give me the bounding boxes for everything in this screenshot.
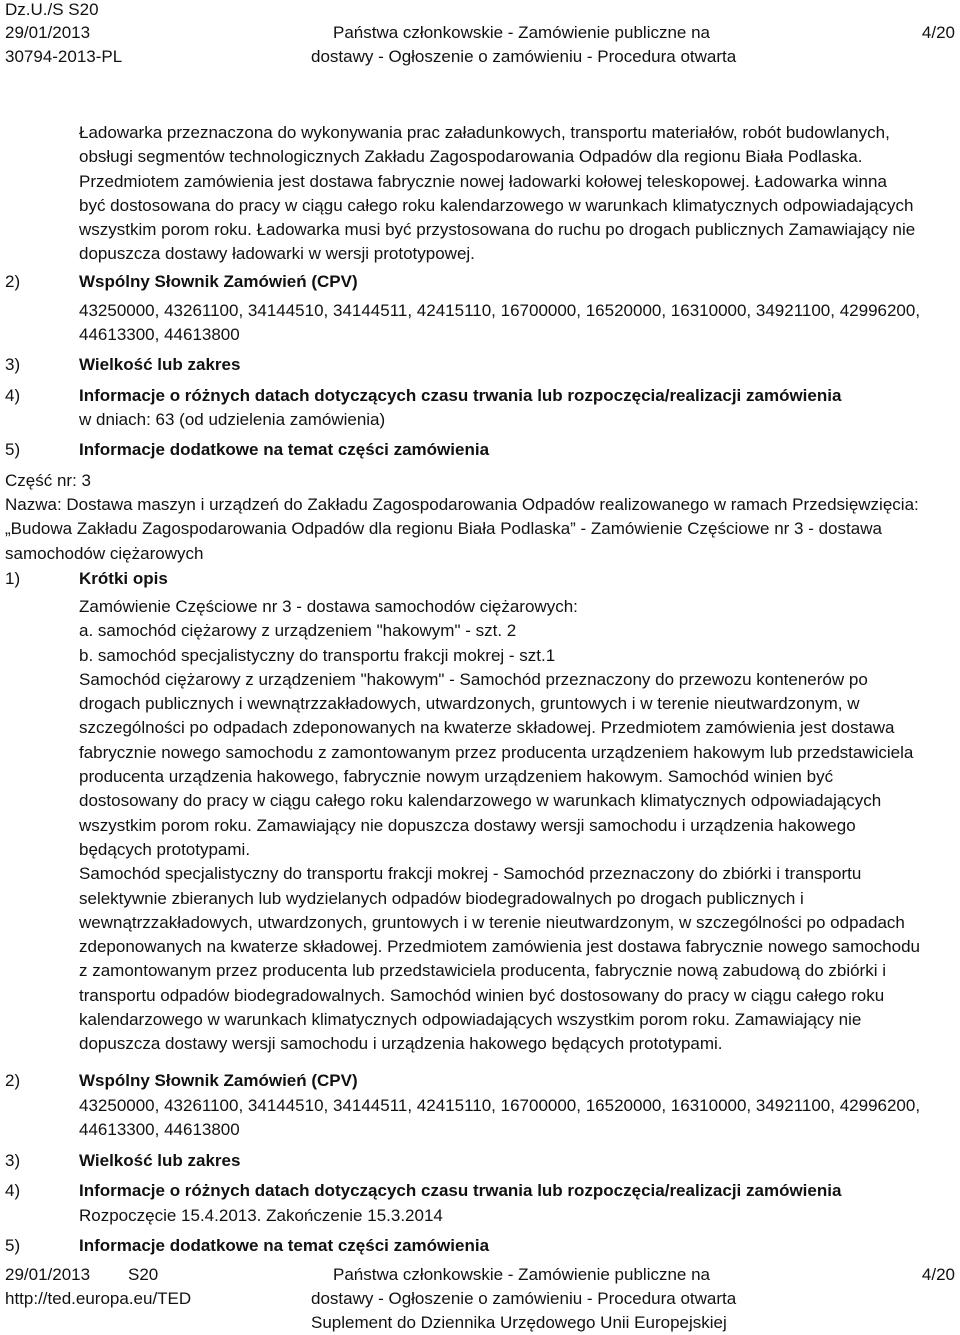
cpv-heading: Wspólny Słownik Zamówień (CPV) [79,1071,358,1090]
short-desc-heading: Krótki opis [79,569,168,588]
extra-info-number: 5) [5,440,21,459]
header-doc-number: 30794-2013-PL [5,47,123,66]
extra-info-number: 5) [5,1236,21,1255]
size-number: 3) [5,355,21,374]
desc-line: wewnątrzzakładowych, utwardzonych, gruntowych i w terenie nieutwardzonym, w szczególności po odpadach [79,912,905,932]
part-name [5,493,919,566]
dates-value: w dniach: 63 (od udzielenia zamówienia) [79,410,386,429]
desc-line: z zamontowanym przez producenta lub przedstawiciela producenta, fabrycznie nową zabudową do zbiórki i [79,961,886,981]
dates-heading: Informacje o różnych datach dotyczących czasu trwania lub rozpoczęcia/realizacji zamówienia [79,1181,842,1200]
desc-line: a. samochód ciężarowy z urządzeniem "hakowym" - szt. 2 [79,621,517,641]
desc-line: fabrycznie nowego samochodu z zamontowanym przez producenta urządzeniem hakowym lub przedstawiciela [79,742,914,762]
header-doc-ref: Dz.U./S S20 [5,0,99,19]
cpv-codes-line: 44613300, 44613800 [79,1120,240,1140]
cpv-codes [79,299,920,348]
desc-line: b. samochód specjalistyczny do transportu frakcji mokrej - szt.1 [79,645,556,665]
extra-info-heading: Informacje dodatkowe na temat części zamówienia [79,1236,490,1255]
header-page-number: 4/20 [921,23,955,42]
short-desc-number: 1) [5,569,21,588]
desc-line: będących prototypami. [79,839,251,859]
desc-line: drogach publicznych i wewnątrzzakładowych, utwardzonych, gruntowych i w terenie nieutwardzonym, w [79,694,860,714]
paragraph-line: obsługi segmentów technologicznych Zakładu Zagospodarowania Odpadów dla regionu Biała Podlaska. [79,147,863,167]
dates-value: Rozpoczęcie 15.4.2013. Zakończenie 15.3.2014 [79,1206,443,1225]
desc-line: wszystkim porom roku. Zamawiający nie dopuszcza dostawy wersji samochodu i urządzenia hakowego [79,815,856,835]
size-heading: Wielkość lub zakres [79,1151,241,1170]
desc-line: szczególności po odpadach zdeponowanych na kwaterze składowej. Przedmiotem zamówienia jest dostawa [79,718,895,738]
part-name-line: samochodów ciężarowych [5,543,204,563]
header-title-line1: Państwa członkowskie - Zamówienie publiczne na [333,23,711,42]
dates-number: 4) [5,1181,21,1200]
cpv-number: 2) [5,1071,21,1090]
cpv-heading: Wspólny Słownik Zamówień (CPV) [79,272,358,291]
footer-title-line3: Suplement do Dziennika Urzędowego Unii Europejskiej [311,1313,727,1332]
cpv-codes-line: 43250000, 43261100, 34144510, 34144511, 42415110, 16700000, 16520000, 16310000, 34921100, 42996200, [79,301,921,320]
cpv-codes-line: 43250000, 43261100, 34144510, 34144511, 42415110, 16700000, 16520000, 16310000, 34921100, 42996200, [79,1096,921,1115]
cpv-codes-line: 44613300, 44613800 [79,325,240,345]
desc-line: Samochód specjalistyczny do transportu frakcji mokrej - Samochód przeznaczony do zbiórki i transportu [79,864,862,884]
dates-heading: Informacje o różnych datach dotyczących czasu trwania lub rozpoczęcia/realizacji zamówienia [79,386,842,405]
cpv-codes [79,1094,920,1143]
desc-line: Samochód ciężarowy z urządzeniem "hakowym" - Samochód przeznaczony do przewozu kontenerów po [79,669,868,689]
desc-line: zdeponowanych na kwaterze składowej. Przedmiotem zamówienia jest dostawa fabrycznie nowego samochodu [79,937,921,957]
footer-title-line1: Państwa członkowskie - Zamówienie publiczne na [333,1265,711,1284]
header-title-line2: dostawy - Ogłoszenie o zamówieniu - Procedura otwarta [311,47,737,66]
part-name-line: Nazwa: Dostawa maszyn i urządzeń do Zakładu Zagospodarowania Odpadów realizowanego w ramach Przedsięwzięcia: [5,495,919,514]
paragraph-line: Ładowarka przeznaczona do wykonywania prac załadunkowych, transportu materiałów, robót budowlanych, [79,123,890,142]
desc-line: selektywnie zbieranych lub wydzielanych odpadów biodegradowalnych po drogach publicznych i [79,888,804,908]
footer-date: 29/01/2013 [5,1265,91,1284]
part-number: Część nr: 3 [5,471,91,490]
footer-series: S20 [128,1265,159,1284]
size-heading: Wielkość lub zakres [79,355,241,374]
desc-line: dopuszcza dostawy wersji samochodu i urządzenia hakowego będących prototypami. [79,1034,723,1054]
paragraph-line: Przedmiotem zamówienia jest dostawa fabrycznie nowej ładowarki kołowej teleskopowej. Ładowarka winna [79,171,887,191]
size-number: 3) [5,1151,21,1170]
paragraph-line: dopuszcza dostawy ładowarki w wersji prototypowej. [79,244,475,264]
paragraph-line: wszystkim porom roku. Ładowarka musi być przystosowana do ruchu po drogach publicznych Zamawiający nie [79,220,916,240]
header-date: 29/01/2013 [5,23,91,42]
footer-page-number: 4/20 [921,1265,955,1284]
paragraph-line: być dostosowana do pracy w ciągu całego roku kalendarzowego w warunkach klimatycznych odpowiadających [79,195,914,215]
extra-info-heading: Informacje dodatkowe na temat części zamówienia [79,440,490,459]
desc-line: dostosowany do pracy w ciągu całego roku kalendarzowego w warunkach klimatycznych odpowiadających [79,791,882,811]
footer-title-line2: dostawy - Ogłoszenie o zamówieniu - Procedura otwarta [311,1289,737,1308]
desc-line: producenta urządzenia hakowego, fabrycznie nowym urządzeniem hakowym. Samochód winien być [79,767,834,787]
desc-line: Zamówienie Częściowe nr 3 - dostawa samochodów ciężarowych: [79,597,578,616]
cpv-number: 2) [5,272,21,291]
desc-line: kalendarzowego w warunkach klimatycznych odpowiadających wszystkim porom roku. Zamawiający nie [79,1010,862,1030]
intro-paragraph [79,121,915,267]
short-desc-body [79,595,920,1057]
dates-number: 4) [5,386,21,405]
footer-url-link[interactable]: http://ted.europa.eu/TED [5,1289,192,1308]
desc-line: transportu odpadów biodegradowalnych. Samochód winien być dostosowany do pracy w ciągu całego roku [79,985,885,1005]
part-name-line: „Budowa Zakładu Zagospodarowania Odpadów dla regionu Biała Podlaska” - Zamówienie Częściowe nr 3 - dostawa [5,519,882,539]
